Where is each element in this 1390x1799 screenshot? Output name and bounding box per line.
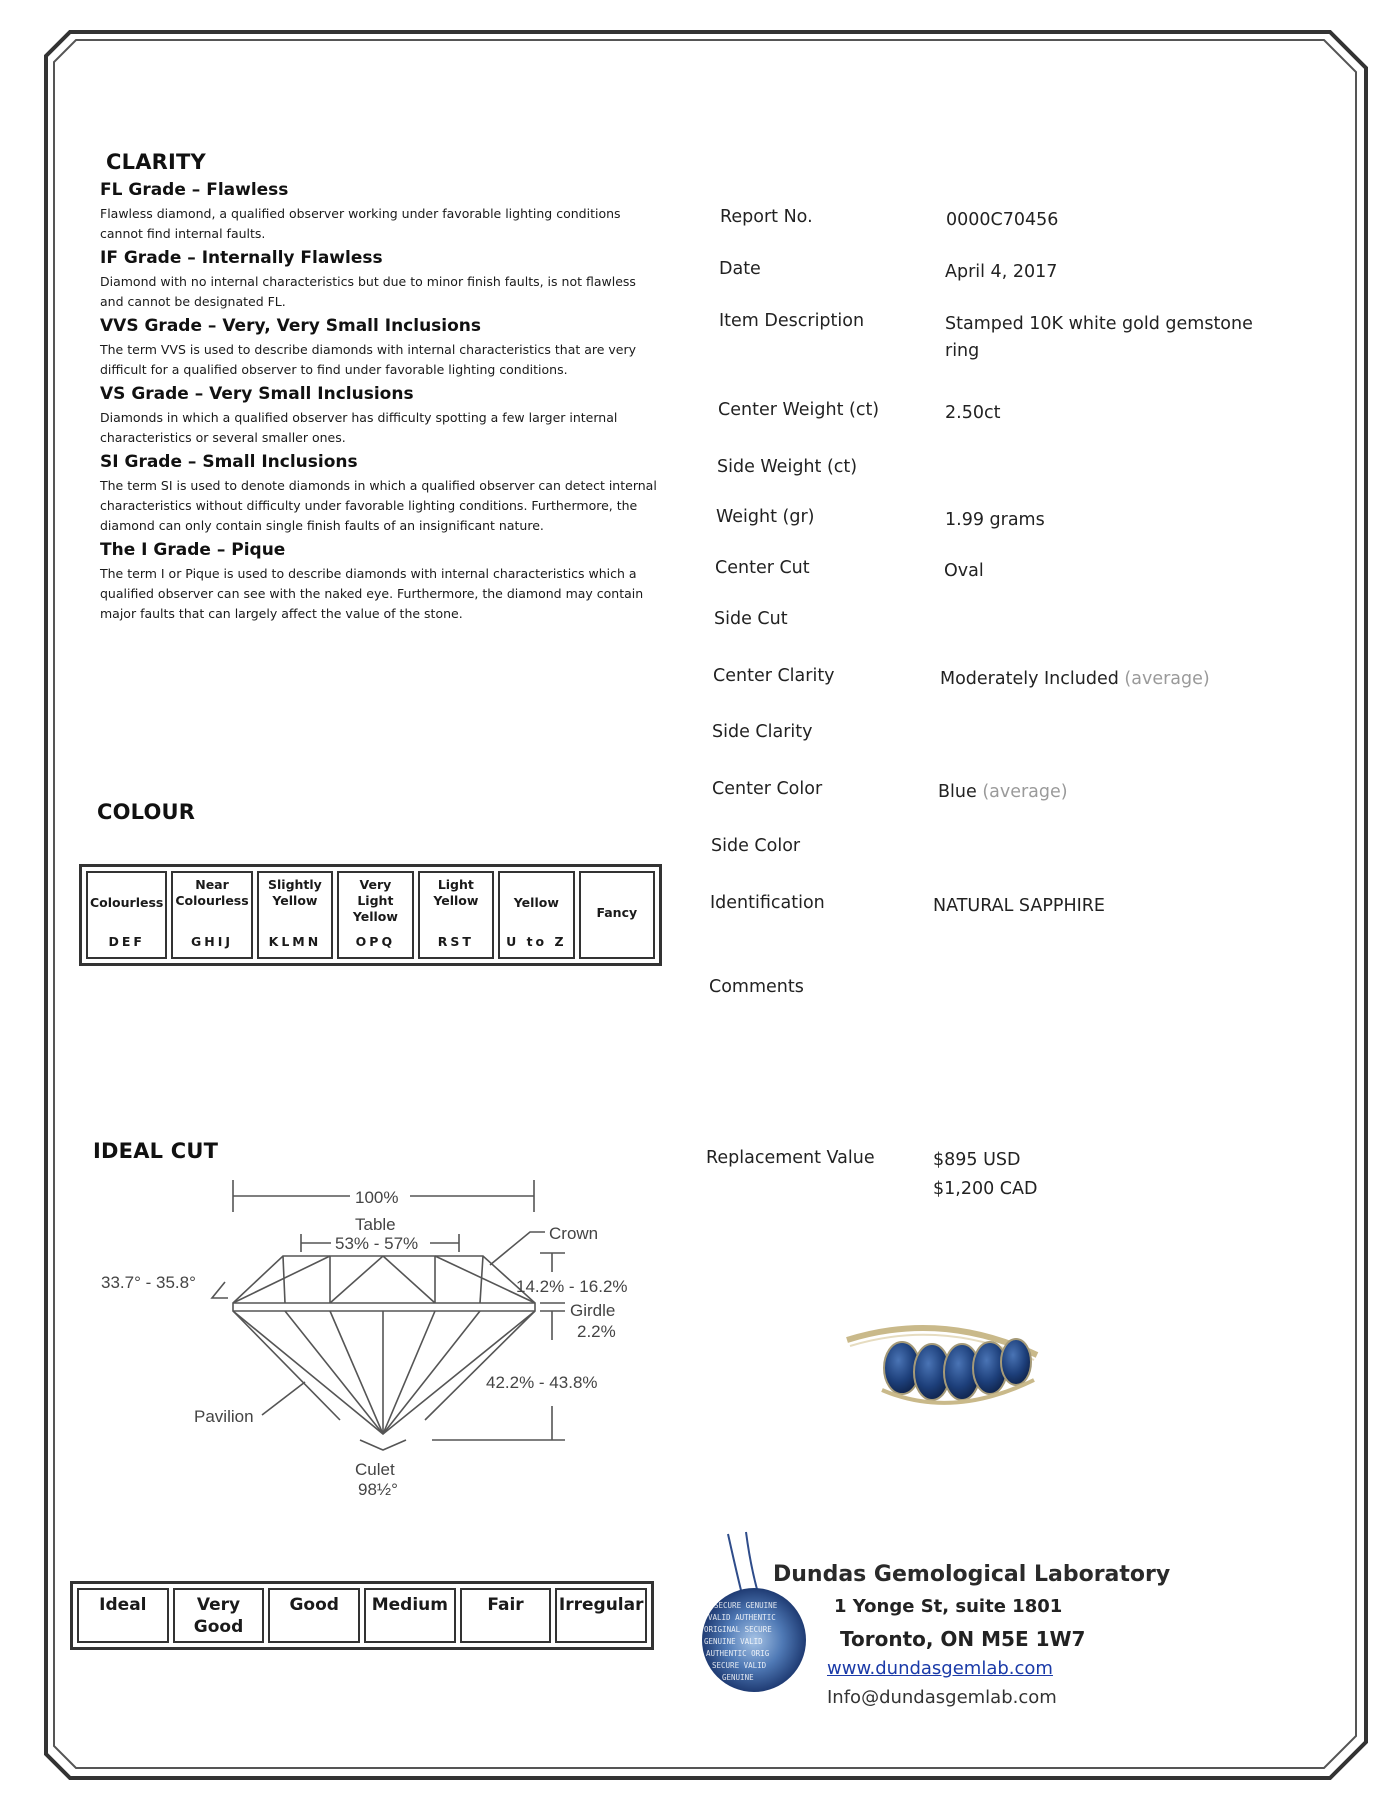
report-no-value: 0000C70456 [946, 210, 1059, 230]
lab-name: Dundas Gemological Laboratory [773, 1562, 1171, 1587]
colour-name: Near Colourless [175, 877, 249, 908]
center-clarity-label: Center Clarity [713, 666, 835, 686]
colour-name: Very Light Yellow [352, 877, 398, 924]
replacement-value-usd: $895 USD [933, 1150, 1021, 1170]
center-color-note: (average) [982, 782, 1068, 802]
center-cut-value: Oval [944, 561, 984, 581]
replacement-value-label: Replacement Value [706, 1148, 875, 1168]
grade-description: Flawless diamond, a qualified observer working under favorable lighting conditions cannot find internal faults. [100, 206, 621, 241]
table-range: 53% - 57% [335, 1234, 419, 1253]
pavilion-depth-label: 42.2% - 43.8% [486, 1373, 598, 1392]
cut-grade-table [70, 1581, 654, 1650]
pavilion-label: Pavilion [194, 1407, 254, 1426]
grade-title: SI Grade – Small Inclusions [100, 452, 358, 472]
grade-title: The I Grade – Pique [100, 540, 286, 560]
side-cut-label: Side Cut [714, 609, 788, 629]
grade-title: VVS Grade – Very, Very Small Inclusions [100, 316, 482, 336]
colour-name: Light Yellow [433, 877, 479, 908]
side-clarity-label: Side Clarity [712, 722, 813, 742]
lab-website-link[interactable]: www.dundasgemlab.com [827, 1658, 1053, 1679]
identification-value: NATURAL SAPPHIRE [933, 896, 1105, 916]
cut-grade-very-good: Very Good [173, 1588, 265, 1643]
culet-value: 98½° [358, 1480, 398, 1499]
center-color-label: Center Color [712, 779, 823, 799]
center-clarity-text: Moderately Included [940, 669, 1119, 689]
lab-address-line2: Toronto, ON M5E 1W7 [840, 1627, 1086, 1651]
side-color-label: Side Color [711, 836, 801, 856]
ideal-cut-heading: IDEAL CUT [93, 1139, 219, 1163]
date-label: Date [719, 259, 761, 279]
item-description-value: Stamped 10K white gold gemstone ring [945, 314, 1253, 361]
grade-description: Diamond with no internal characteristics but due to minor finish faults, is not flawless and cannot be designated FL. [100, 274, 636, 309]
svg-text:GENUINE: GENUINE [722, 1673, 754, 1682]
svg-text:GENUINE VALID: GENUINE VALID [704, 1637, 763, 1646]
center-cut-label: Center Cut [715, 558, 810, 578]
cut-grade-irregular: Irregular [555, 1588, 647, 1643]
culet-label: Culet [355, 1460, 395, 1479]
svg-text:AUTHENTIC ORIG: AUTHENTIC ORIG [706, 1649, 770, 1658]
lab-email[interactable]: Info@dundasgemlab.com [827, 1687, 1057, 1708]
clarity-heading: CLARITY [106, 150, 206, 174]
colour-name: Slightly Yellow [268, 877, 322, 908]
grade-description: The term VVS is used to describe diamonds with internal characteristics that are very difficult for a qualified observer to find under favorable lighting conditions. [100, 342, 637, 377]
colour-letters: RST [437, 934, 474, 949]
weight-label: Weight (gr) [716, 507, 815, 527]
lab-address-line1: 1 Yonge St, suite 1801 [834, 1596, 1063, 1617]
girdle-value: 2.2% [577, 1322, 616, 1341]
item-description-label: Item Description [719, 311, 865, 331]
identification-label: Identification [710, 893, 825, 913]
crown-angle-label: 33.7° - 35.8° [101, 1273, 196, 1292]
replacement-value-cad: $1,200 CAD [933, 1179, 1038, 1199]
center-weight-value: 2.50ct [945, 403, 1001, 423]
grade-description: The term I or Pique is used to describe diamonds with internal characteristics which a qualified observer can see with the naked eye. Furthermore, the diamond may contain major faults that can largely affect the value of the stone. [100, 566, 644, 621]
table-label: Table [355, 1215, 396, 1234]
comments-label: Comments [709, 977, 804, 997]
weight-value: 1.99 grams [945, 510, 1045, 530]
colour-letters: GHIJ [191, 934, 234, 949]
crown-height-label: 14.2% - 16.2% [516, 1277, 628, 1296]
holographic-seal [700, 1528, 820, 1708]
girdle-label: Girdle [570, 1301, 616, 1320]
side-weight-label: Side Weight (ct) [717, 457, 858, 477]
svg-text:ORIGINAL SECURE: ORIGINAL SECURE [704, 1625, 772, 1634]
colour-name: Yellow [513, 895, 559, 910]
svg-text:SECURE VALID: SECURE VALID [712, 1661, 767, 1670]
colour-name: Colourless [90, 895, 164, 910]
crown-label: Crown [549, 1224, 599, 1243]
grade-title: VS Grade – Very Small Inclusions [100, 384, 414, 404]
total-width-label: 100% [355, 1188, 399, 1207]
report-no-label: Report No. [720, 207, 813, 227]
colour-letters: DEF [108, 934, 145, 949]
svg-text:VALID AUTHENTIC: VALID AUTHENTIC [708, 1613, 776, 1622]
grade-description: Diamonds in which a qualified observer has difficulty spotting a few larger internal characteristics or several smaller ones. [100, 410, 618, 445]
ring-photo [822, 1310, 1072, 1450]
center-weight-label: Center Weight (ct) [718, 400, 880, 420]
colour-letters: OPQ [355, 934, 396, 949]
cut-grade-fair: Fair [460, 1588, 552, 1643]
cut-grade-good: Good [268, 1588, 360, 1643]
svg-text:SECURE GENUINE: SECURE GENUINE [714, 1601, 778, 1610]
colour-letters: KLMN [268, 934, 322, 949]
cut-grade-ideal: Ideal [77, 1588, 169, 1643]
colour-name: Fancy [596, 905, 638, 920]
grade-title: FL Grade – Flawless [100, 180, 289, 200]
grade-title: IF Grade – Internally Flawless [100, 248, 383, 268]
colour-heading: COLOUR [97, 800, 196, 824]
colour-letters: U to Z [506, 934, 567, 949]
center-clarity-note: (average) [1124, 669, 1210, 689]
center-color-text: Blue [938, 782, 977, 802]
grade-description: The term SI is used to denote diamonds in which a qualified observer can detect internal characteristics without difficulty under favorable lighting conditions. Furthermore, the diamond can only contain single finish faults of an insignificant nature. [100, 478, 657, 533]
cut-grade-medium: Medium [364, 1588, 456, 1643]
date-value: April 4, 2017 [945, 262, 1058, 282]
